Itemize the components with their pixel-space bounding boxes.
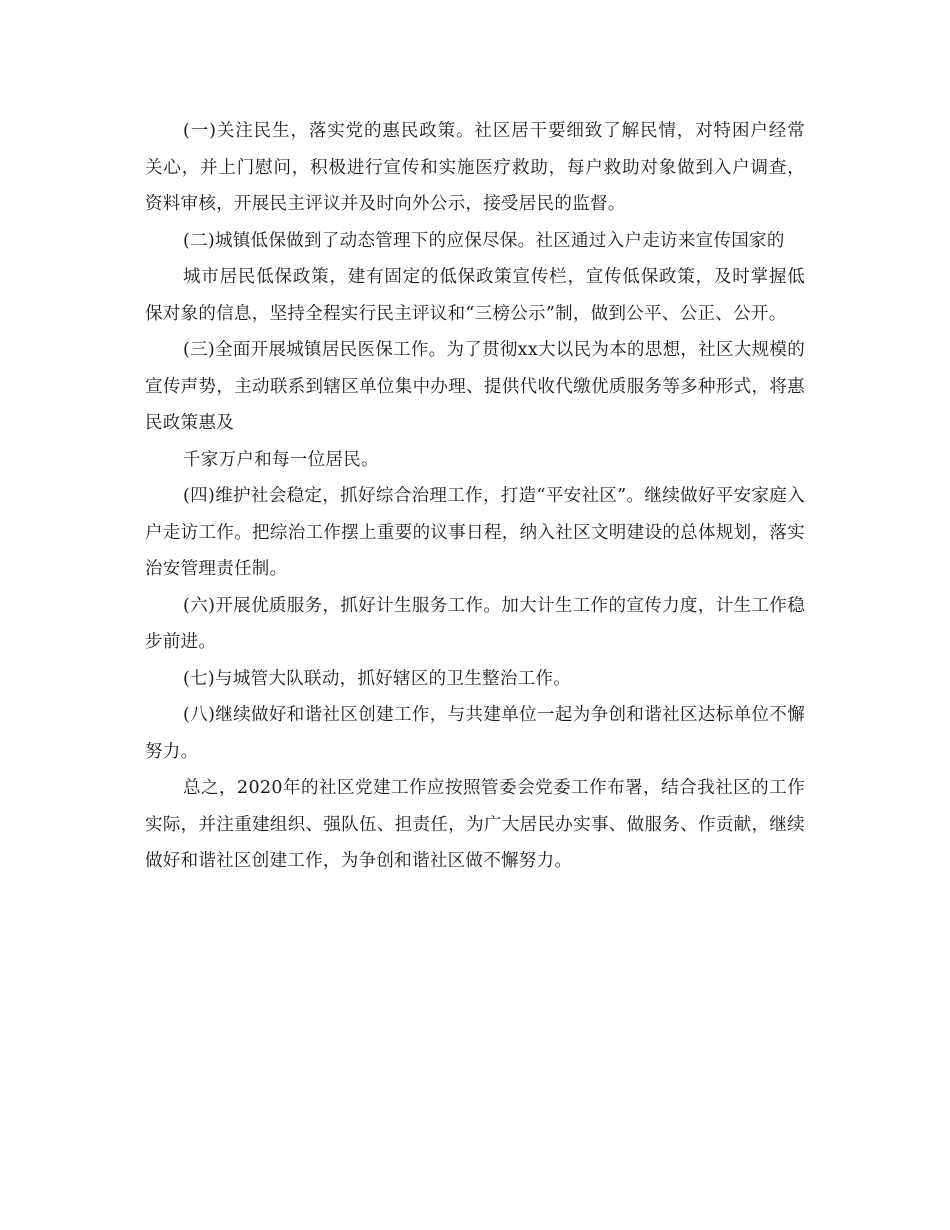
- document-body: [145, 113, 805, 880]
- paragraph-2: (二)城镇低保做到了动态管理下的应保尽保。社区通过入户走访来宣传国家的: [183, 230, 785, 251]
- paragraph-1: (一)关注民生，落实党的惠民政策。社区居干要细致了解民情，对特困户经常 关心，并上门慰问，积极进行宣传和实施医疗救助，每户救助对象做到入户调查， 资料审核，开展民主评议并及时向外公示，接受居民的监督。: [145, 121, 805, 214]
- paragraph-7: (六)开展优质服务，抓好计生服务工作。加大计生工作的宣传力度，计生工作稳步前进。: [145, 595, 805, 652]
- paragraph-6: (四)维护社会稳定，抓好综合治理工作，打造“平安社区”。继续做好平安家庭入户走访工作。把综治工作摆上重要的议事日程，纳入社区文明建设的总体规划，落实治安管理责任制。: [145, 486, 805, 579]
- paragraph-5: 千家万户和每一位居民。: [183, 449, 379, 470]
- paragraph-8: (七)与城管大队联动，抓好辖区的卫生整治工作。: [183, 668, 572, 689]
- paragraph-3: 城市居民低保政策，建有固定的低保政策宣传栏，宣传低保政策，及时掌握低保对象的信息，坚持全程实行民主评议和“三榜公示”制，做到公平、公正、公开。: [145, 267, 805, 324]
- paragraph-10: 总之，2020年的社区党建工作应按照管委会党委工作布署，结合我社区的工作实际，并注重建组织、强队伍、担责任，为广大居民办实事、做服务、作贡献，继续做好和谐社区创建工作，为争创和谐社区做不懈努力。: [145, 778, 805, 871]
- paragraph-4: (三)全面开展城镇居民医保工作。为了贯彻xx大以民为本的思想，社区大规模的宣传声势，主动联系到辖区单位集中办理、提供代收代缴优质服务等多种形式，将惠民政策惠及: [145, 340, 805, 433]
- paragraph-9: (八)继续做好和谐社区创建工作，与共建单位一起为争创和谐社区达标单位不懈努力。: [145, 705, 805, 762]
